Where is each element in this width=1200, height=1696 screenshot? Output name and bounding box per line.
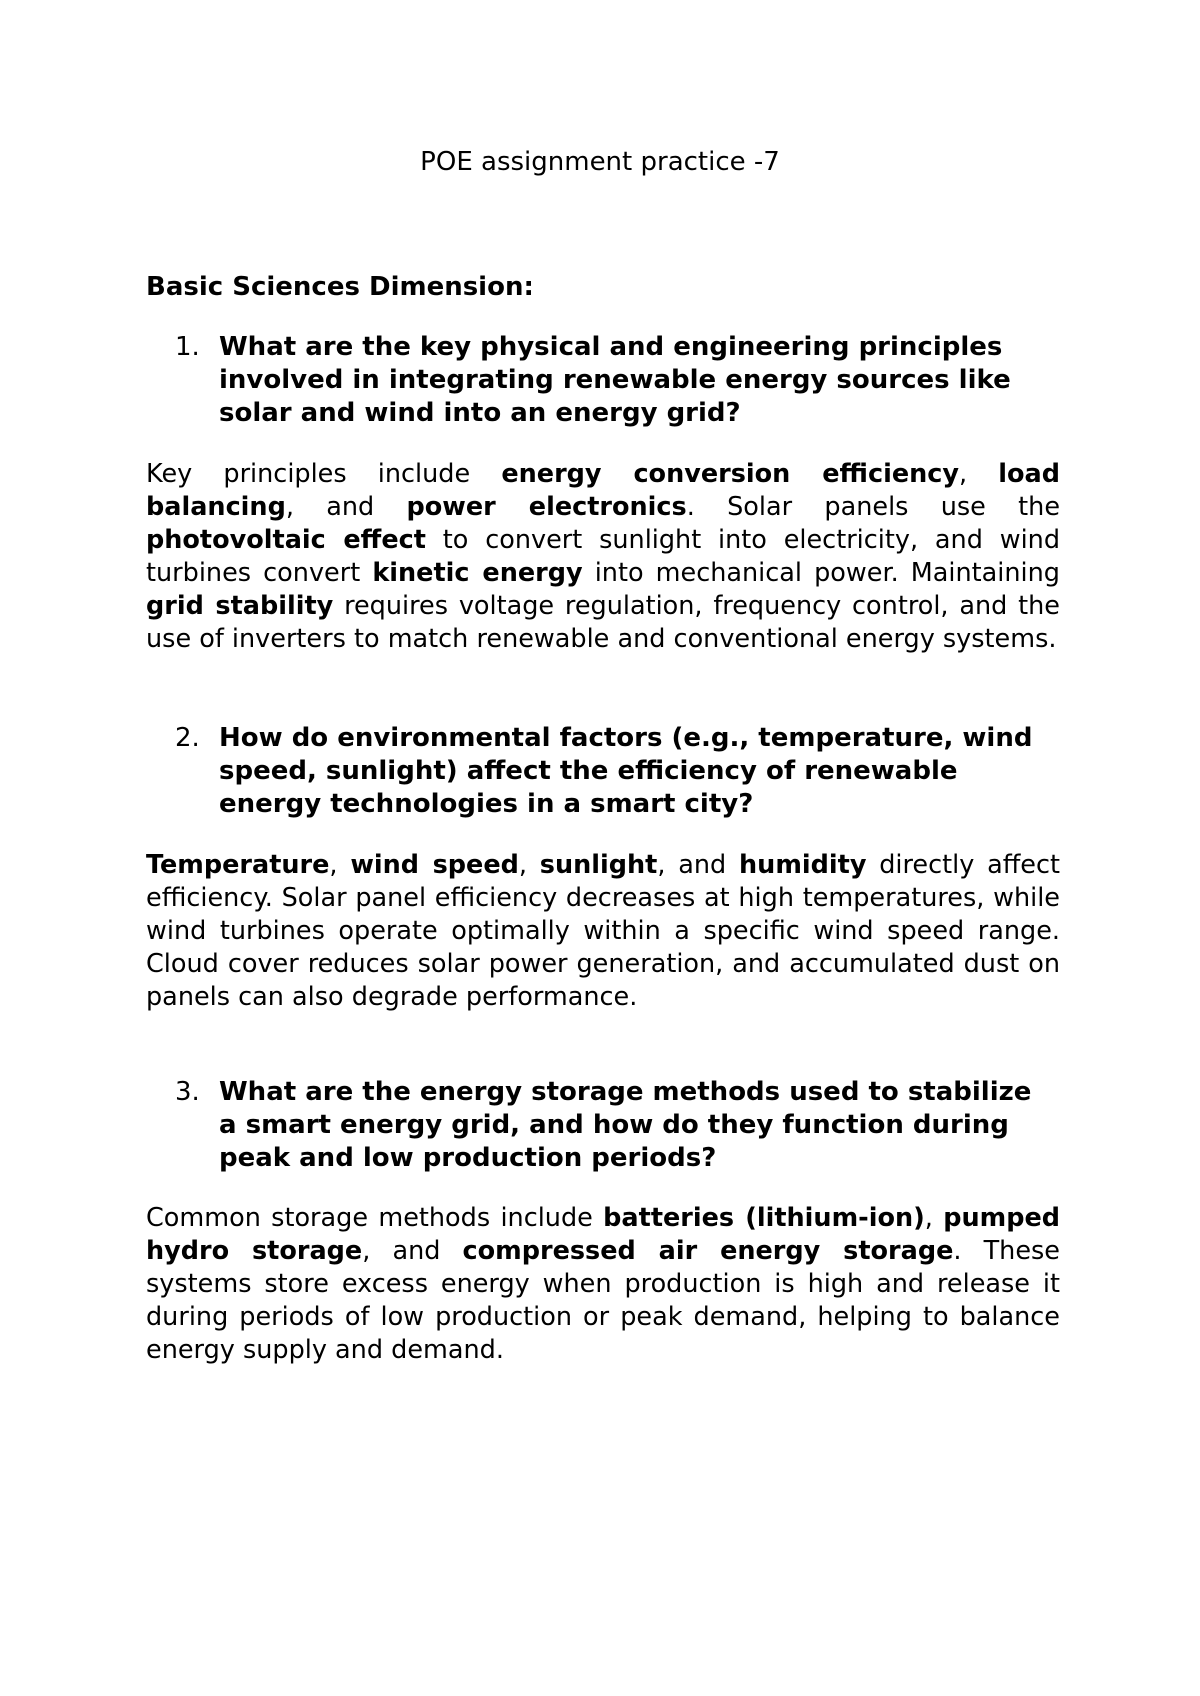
question-text: What are the energy storage methods used to stabilize a smart energy grid, and how do they function during peak and low production periods? [219,1077,1032,1173]
answer-1 [146,458,1060,656]
answer-text-run: to convert sunlight into electricity, and wind turbines convert [146,525,1061,588]
answer-text-run: directly affect efficiency. Solar panel efficiency decreases at high temperatures, while wind turbines operate optimally within a specific wind speed range. Cloud cover reduces solar power generation, and accumulated dust on panels can also degrade performance. [146,850,1061,1012]
question-number: 1. [175,332,200,362]
answer-3 [146,1202,1060,1367]
answer-key-term: humidity [739,850,867,880]
answer-key-term: Temperature [146,850,330,880]
question-number: 3. [175,1077,200,1107]
answer-key-term: wind speed [350,850,519,880]
answer-text-run: Key principles include [146,459,502,489]
question-2 [175,722,1055,821]
answer-text-run: requires voltage regulation, frequency control, and the use of inverters to match renewable and conventional energy systems. [146,591,1060,654]
answer-key-term: power electronics [406,492,687,522]
answer-text-run: . These systems store excess energy when production is high and release it during periods of low production or peak demand, helping to balance energy supply and demand. [146,1236,1060,1365]
answer-text-run: , [959,459,999,489]
answer-key-term: photovoltaic effect [146,525,426,555]
answer-text-run: into mechanical power. Maintaining [582,558,1060,588]
answer-key-term: kinetic energy [372,558,583,588]
answer-key-term: batteries (lithium-ion) [603,1203,925,1233]
question-text: What are the key physical and engineering principles involved in integrating renewable energy sources like solar and wind into an energy grid? [219,332,1011,428]
question-1 [175,331,1055,430]
section-heading: Basic Sciences Dimension: [146,272,534,302]
answer-text-run: , [924,1203,944,1233]
answer-2 [146,849,1060,1014]
answer-text-run: , and [285,492,407,522]
answer-key-term: pumped hydro storage [146,1203,1061,1266]
answer-text-run: Common storage methods include [146,1203,604,1233]
question-3 [175,1076,1055,1175]
answer-text-run: , and [362,1236,463,1266]
answer-key-term: sunlight [539,850,658,880]
answer-text-run: , [329,850,351,880]
answer-text-run: , and [657,850,740,880]
question-text: How do environmental factors (e.g., temperature, wind speed, sunlight) affect the efficiency of renewable energy technologies in a smart city? [219,723,1033,819]
answer-key-term: load balancing [146,459,1061,522]
answer-text-run: , [518,850,540,880]
document-title: POE assignment practice -7 [420,147,780,177]
question-number: 2. [175,723,200,753]
answer-text-run: . Solar panels use the [686,492,1061,522]
answer-key-term: compressed air energy storage [462,1236,954,1266]
answer-key-term: grid stability [146,591,334,621]
answer-key-term: energy conversion efficiency [501,459,960,489]
